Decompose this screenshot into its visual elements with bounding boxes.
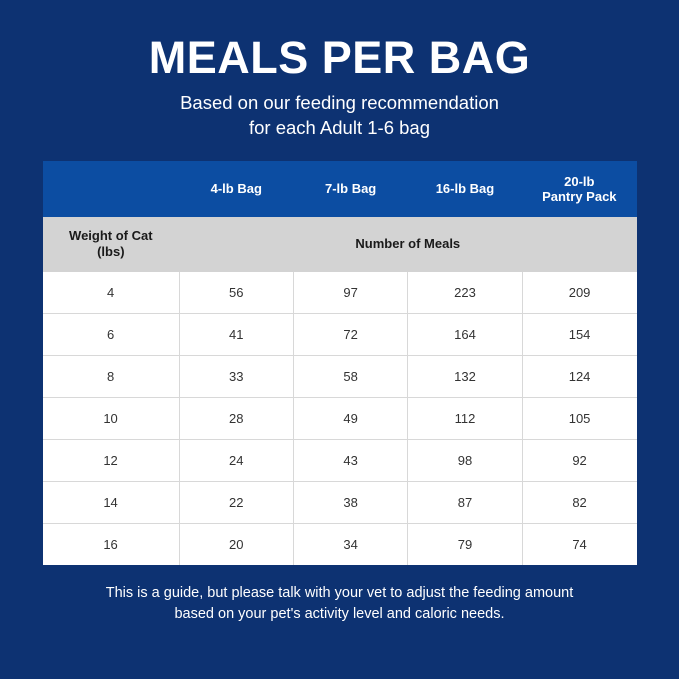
subheader-weight-line1: Weight of Cat (69, 228, 153, 244)
row-value-16lb: 132 (408, 355, 522, 397)
table-row (43, 481, 637, 523)
row-weight: 4 (43, 272, 180, 314)
footnote-line-2: based on your pet's activity level and caloric needs. (174, 605, 505, 622)
column-header-20lb-line1: 20-lb (564, 173, 595, 189)
table-row (43, 397, 637, 439)
row-value-4lb: 20 (179, 523, 293, 565)
row-value-4lb: 22 (179, 481, 293, 523)
row-value-7lb: 58 (293, 355, 407, 397)
row-value-20lb: 154 (522, 313, 636, 355)
row-value-16lb: 164 (408, 313, 522, 355)
row-value-7lb: 49 (293, 397, 407, 439)
row-value-20lb: 105 (522, 397, 636, 439)
row-value-7lb: 34 (293, 523, 407, 565)
table-row (43, 355, 637, 397)
row-value-16lb: 223 (408, 272, 522, 314)
table-header-corner (43, 161, 180, 217)
column-header-20lb-pantry-pack (522, 161, 636, 217)
row-value-7lb: 72 (293, 313, 407, 355)
table-row (43, 439, 637, 481)
column-header-4lb: 4-lb Bag (179, 161, 293, 217)
subheader-weight-line2: (lbs) (97, 244, 125, 260)
row-weight: 12 (43, 439, 180, 481)
row-value-7lb: 97 (293, 272, 407, 314)
table-body (43, 272, 637, 565)
row-value-4lb: 33 (179, 355, 293, 397)
table-header-row (43, 161, 637, 217)
row-value-20lb: 124 (522, 355, 636, 397)
footnote (40, 583, 640, 625)
subtitle-line-2: for each Adult 1-6 bag (248, 117, 430, 139)
column-header-7lb: 7-lb Bag (293, 161, 407, 217)
row-value-20lb: 82 (522, 481, 636, 523)
row-value-4lb: 56 (179, 272, 293, 314)
footnote-line-1: This is a guide, but please talk with your vet to adjust the feeding amount (105, 584, 574, 601)
row-value-7lb: 38 (293, 481, 407, 523)
row-weight: 6 (43, 313, 180, 355)
row-value-20lb: 209 (522, 272, 636, 314)
meals-table-container (43, 161, 637, 565)
row-value-16lb: 79 (408, 523, 522, 565)
row-value-4lb: 28 (179, 397, 293, 439)
row-value-4lb: 24 (179, 439, 293, 481)
page-title: MEALS PER BAG (148, 32, 531, 83)
row-value-16lb: 98 (408, 439, 522, 481)
subheader-weight-of-cat (43, 217, 180, 272)
row-weight: 16 (43, 523, 180, 565)
row-value-4lb: 41 (179, 313, 293, 355)
table-row (43, 523, 637, 565)
subheader-number-of-meals: Number of Meals (179, 217, 636, 272)
row-value-16lb: 87 (408, 481, 522, 523)
subtitle-line-1: Based on our feeding recommendation (180, 92, 499, 114)
row-weight: 14 (43, 481, 180, 523)
row-weight: 10 (43, 397, 180, 439)
row-value-16lb: 112 (408, 397, 522, 439)
table-header (43, 161, 637, 217)
row-value-7lb: 43 (293, 439, 407, 481)
row-value-20lb: 92 (522, 439, 636, 481)
row-weight: 8 (43, 355, 180, 397)
column-header-16lb: 16-lb Bag (408, 161, 522, 217)
table-subheader (43, 217, 637, 272)
table-row (43, 313, 637, 355)
row-value-20lb: 74 (522, 523, 636, 565)
page-subtitle (180, 91, 499, 141)
table-row (43, 272, 637, 314)
column-header-20lb-line2: Pantry Pack (542, 189, 617, 205)
meals-table (43, 161, 637, 565)
table-subheader-row (43, 217, 637, 272)
